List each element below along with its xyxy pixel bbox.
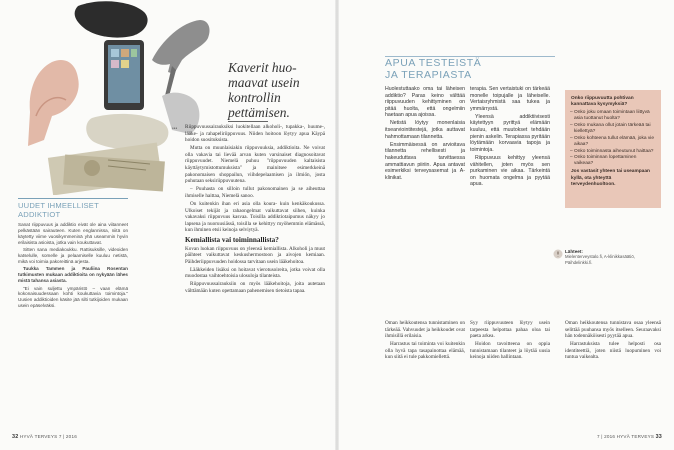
info-item: – Onko toiminnasta aiheutunut haittaa? [571, 149, 655, 155]
paragraph: – Puuhasta on silloin tullut pakonomainen ja se aiheuttaa ihmiselle haittaa, Niemelä sanoo. [185, 186, 325, 199]
right-bottom-column-1 [385, 320, 465, 363]
source-title: Lähteet: [565, 249, 583, 254]
source-icon [553, 249, 563, 259]
paragraph: Oman heikkoutensa tunnistava osaa yleensä selittää puuhansa myös itselleen. Seuraavaksi hän todennäköisesti pyytää apua. [565, 320, 661, 340]
right-bottom-column-2 [470, 320, 550, 363]
pull-quote-rule [228, 121, 268, 122]
paragraph: Hoidon tavoitteena on oppia tunnistamaan tilanteet ja löytää uusia keinoja niiden hallintaan. [470, 341, 550, 361]
sidebar-paragraph: "Ei vain suljettu ympäristö – vaan elämä kokonaisuudessaan kohti koukuttavia toimintoja." Uusien addiktioiden käsite jää silti tutkijoiden mukaan usein epäselväksi. [18, 285, 128, 309]
paragraph: Harrastus tai toiminta voi kuitenkin olla hyvä tapa tasapainottaa elämää, kun siitä ei tule pakkomiellettä. [385, 341, 465, 361]
info-item: – Onko toiminnan lopettaminen vaikeaa? [571, 155, 655, 167]
paragraph: Yleensä addiktiivisesti käytettyyn pyrittyä elämään kuuluu, että muutokset tehdään pienin askelin. Terapiassa pyritään löytämään korvaavia tapoja ja toimintoja. [470, 113, 550, 153]
source-note [565, 249, 661, 265]
right-folio [597, 434, 662, 440]
page-number: 33 [655, 434, 662, 440]
paragraph: Lääkkeiden lisäksi on hoitavat vierotusoireita, jotka voivat olla muodostaa vaihtoehtoisia ulosuloja tilanteista. [185, 266, 325, 280]
sidebar-paragraph: Sanat riippuvuus ja addiktio eivät ole aina viitanneet pelkästään sairauteen. Kuten englannissa, niitä on käytetty viime vuosikymmeninä yhä useammin hyvin erilaisista asioista, jotka vain koukuttavat. [18, 222, 128, 245]
sidebar-box [18, 198, 128, 311]
info-item: – Onko mukana ollut jotain tärkeää tai kiellettyä? [571, 123, 655, 135]
page-number: 32 [12, 434, 19, 440]
paragraph: Kovan luokan riippuvuus on yleensä kemiallista. Alkoholi ja muut päihteet vaikuttavat keskushermostoon ja aivojen kemiaan. Päihderiippuvuuden hoidossa tarvitaan usein lääkehoitoa. [185, 245, 325, 265]
paragraph: Harrastuksista tulee helposti osa identiteettiä, joten niistä luopuminen voi tuntua vaikealta. [565, 341, 661, 361]
paragraph: Riippuvuus kehittyy yleensä vähitellen, joten myös sen purkaminen vie aikaa. Tärkeintä on huomata ongelma ja pyytää apua. [470, 154, 550, 188]
sidebar-paragraph: Sitten sana mediakoukku. Rattisuksille, videoiden katselulle, somelle ja pelaamiselle kuuluu netistä, mikä voi toimia pakoreittinä arjesta. [18, 247, 128, 264]
sidebar-title: UUDET IHMEELLISET ADDIKTIOT [18, 198, 128, 219]
right-column-2 [470, 86, 550, 189]
left-main-article [172, 124, 325, 296]
left-folio [12, 434, 77, 440]
folio-text: HYVÄ TERVEYS 7 | 2016 [19, 434, 77, 439]
right-column-1 [385, 86, 465, 183]
right-bottom-column-3 [565, 320, 661, 363]
info-closing: Jos vastasit yhteen tai useampaan kyllä, ota yhteyttä terveydenhuoltoon. [571, 169, 650, 187]
paragraph: Netistä löytyy monenlaisia itsearviointitestejä, jotka auttavat hahmottamaan tilannetta. [385, 120, 465, 140]
info-item: – Onko kohteena tullut elämää, joka vie aikaa? [571, 136, 655, 148]
info-box [565, 90, 661, 208]
pull-quote: Kaverit huomaavat usein kontrollin pettämisen. [228, 60, 300, 120]
paragraph: terapia. Sen vertaistuki on tärkeää monelle toipujalle ja läheiselle. Vertaisryhmistä saa tukea ja ymmärrystä. [470, 86, 550, 112]
paragraph: Mutta on muunlaisiakin riippuvuuksia, addiktioita. Ne voivat olla vakavia tai lievää arvan kuten varsinaiset diagnosoitavat riippuvuudet. Niemelä puhuu "riippuvuuden kaltaisista käyttäytymistottumuksista" ja mainitsee esimerkkeinä pakonomaisen shoppailun, viihdepelaamisen ja ilmiön, josta puhutaan seksiriippuvuutena. [185, 145, 325, 185]
subhead: Kemiallista vai toiminnallista? [185, 236, 279, 244]
paragraph: On kuitenkin ihan eri asia olla koura- kuin kenkäkoukussa. Ulkoiset tekijät ja rahaongelmat vaikuttavat siihen, kuinka vakavaksi riippuvuus kasvaa. Toisilla addiktiotaipumus näkyy jo lapsena ja nuoruusiässä, toisilla se kehittyy myöhemmin elämässä, kun ihminen etsii keinoja selviytyä. [185, 201, 325, 234]
info-question: Onko riippuvuutta pohtivan kannattava kysymyksiä? [571, 96, 634, 108]
paragraph: Ensimmäisessä on arvioitava tilannetta rehellisesti ja hakeuduttava tarvittaessa ammattiavun piiriin. Apua antavat esimerkiksi terveysasemat ja A-klinikat. [385, 141, 465, 181]
paragraph: Huolestuttaako oma tai läheisen addiktio? Paras keino välttää riippuvuuden kehittyminen on pitää huolta, että ongelmiin haetaan apua ajoissa. [385, 86, 465, 119]
source-text: Mielenterveystalo.fi, A-klinikkasäätiö, Päihdelinkki.fi. [565, 254, 635, 265]
section-heading: APUA TESTEISTÄ JA TERAPIASTA [385, 57, 482, 81]
paragraph: Syy riippuvuuteen löytyy usein tarpeesta helpottaa pahaa oloa tai paeta arkea. [470, 320, 550, 340]
spine-gutter [335, 0, 339, 450]
paragraph: Riippuvuussairauksiksi luokitellaan alkoholi-, tupakka-, huume-, lääke- ja rahapeliriippuvuus. Niiden hoitoon löytyy apua Käypä hoidon suosituksista. [185, 124, 325, 144]
info-item: – Onko joku omaan toimintaan liittyvä asia tuottanut huolta? [571, 110, 655, 122]
sidebar-paragraph: Tuukka Tammen ja Pauliina Rosentan tutkimusten mukaan addiktioita on nykyään lähes mistä tahansa asiasta. [18, 266, 128, 284]
folio-text: 7 | 2016 HYVÄ TERVEYS [597, 434, 655, 439]
paragraph: Riippuvuussairauksiin on myös lääkehoitoja, joita autetaan välttämään kuten opettamaan pahenemisen tietoista tapaa. [185, 281, 325, 295]
bullet-icon: ••• [172, 127, 178, 132]
paragraph: Oman heikkoutensa tunnistaminen on tärkeää. Vahvuudet ja heikkoudet ovat ihmisillä erilaisia. [385, 320, 465, 340]
